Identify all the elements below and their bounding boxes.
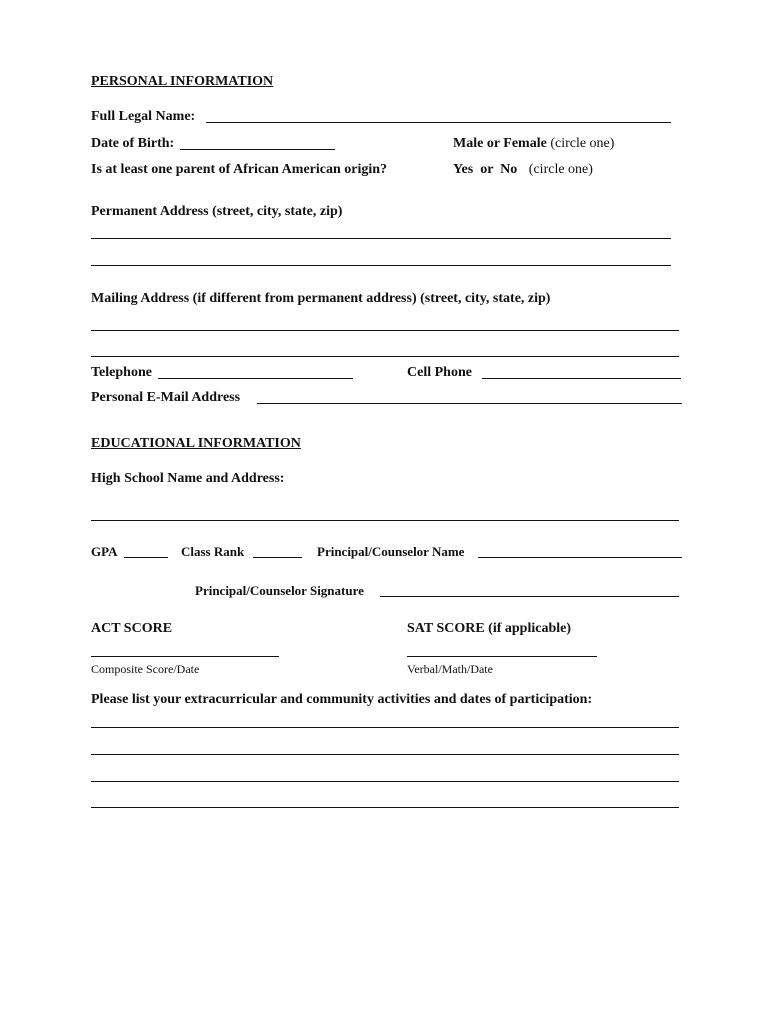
activities-line-2[interactable] <box>91 754 679 755</box>
principal-name-field[interactable] <box>478 557 682 558</box>
act-score-field[interactable] <box>91 656 279 657</box>
gender-note: (circle one) <box>550 136 615 151</box>
cell-phone-label: Cell Phone <box>407 365 472 380</box>
parent-origin-answer <box>453 162 593 178</box>
permanent-address-line-1[interactable] <box>91 238 671 239</box>
activities-prompt: Please list your extracurricular and community activities and dates of participation: <box>91 692 593 707</box>
sat-score-sublabel: Verbal/Math/Date <box>407 662 493 676</box>
gender-label: Male or Female <box>453 136 547 151</box>
principal-signature-field[interactable] <box>380 596 679 597</box>
mailing-address-label: Mailing Address (if different from permanent address) (street, city, state, zip) <box>91 291 551 306</box>
educational-information-heading: EDUCATIONAL INFORMATION <box>91 436 301 451</box>
personal-information-heading: PERSONAL INFORMATION <box>91 74 274 89</box>
class-rank-field[interactable] <box>253 557 302 558</box>
permanent-address-line-2[interactable] <box>91 265 671 266</box>
full-legal-name-label: Full Legal Name: <box>91 109 196 124</box>
high-school-label: High School Name and Address: <box>91 471 285 486</box>
gpa-label: GPA <box>91 544 118 559</box>
gpa-field[interactable] <box>124 557 168 558</box>
permanent-address-label: Permanent Address (street, city, state, zip) <box>91 204 343 219</box>
parent-origin-note: (circle one) <box>528 162 593 177</box>
activities-line-3[interactable] <box>91 781 679 782</box>
sat-score-field[interactable] <box>407 656 597 657</box>
parent-origin-options[interactable]: Yes or No <box>453 162 518 177</box>
telephone-field[interactable] <box>158 378 353 379</box>
date-of-birth-field[interactable] <box>180 149 335 150</box>
full-legal-name-field[interactable] <box>206 122 671 123</box>
mailing-address-line-2[interactable] <box>91 356 679 357</box>
gender-question <box>453 136 614 152</box>
mailing-address-line-1[interactable] <box>91 330 679 331</box>
class-rank-label: Class Rank <box>181 544 245 559</box>
principal-signature-label: Principal/Counselor Signature <box>195 583 364 598</box>
parent-origin-question: Is at least one parent of African American origin? <box>91 162 388 177</box>
sat-score-label: SAT SCORE (if applicable) <box>407 621 572 636</box>
telephone-label: Telephone <box>91 365 152 380</box>
email-label: Personal E-Mail Address <box>91 390 241 405</box>
activities-line-4[interactable] <box>91 807 679 808</box>
act-score-sublabel: Composite Score/Date <box>91 662 200 676</box>
email-field[interactable] <box>257 403 682 404</box>
act-score-label: ACT SCORE <box>91 621 173 636</box>
principal-name-label: Principal/Counselor Name <box>317 544 465 559</box>
high-school-field[interactable] <box>91 520 679 521</box>
date-of-birth-label: Date of Birth: <box>91 136 175 151</box>
cell-phone-field[interactable] <box>482 378 681 379</box>
activities-line-1[interactable] <box>91 727 679 728</box>
